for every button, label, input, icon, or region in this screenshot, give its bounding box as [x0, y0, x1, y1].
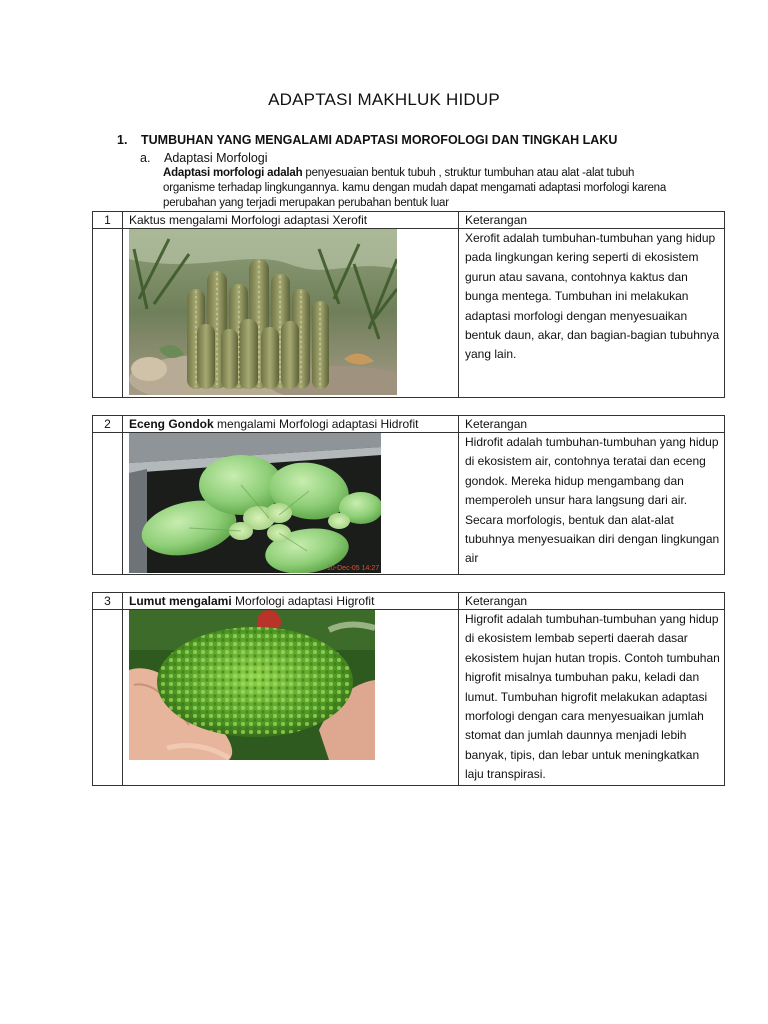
- image-cell: [123, 229, 459, 398]
- entry-number: 2: [93, 416, 123, 433]
- keterangan-header: Keterangan: [459, 593, 725, 610]
- entry-number: 1: [93, 212, 123, 229]
- section-number: 1.: [117, 133, 128, 147]
- entry-description: Xerofit adalah tumbuhan-tumbuhan yang hidup pada lingkungan kering seperti di ekosistem gurun atau savana, contohnya kaktus dan bunga mentega. Tumbuhan ini melakukan adaptasi morfologi dengan menyesuaikan bentuk daun, akar, dan bagian-bagian tubuhnya yang lain.: [459, 229, 725, 398]
- intro-bold-term: Adaptasi morfologi adalah: [163, 167, 303, 179]
- section-heading: [117, 133, 617, 147]
- sub-heading-letter: a.: [140, 151, 151, 165]
- entry-title: [123, 212, 459, 229]
- image-cell: [123, 610, 459, 786]
- entry-number: 3: [93, 593, 123, 610]
- number-spacer: [93, 433, 123, 575]
- moss-in-hands-photo: [129, 610, 375, 760]
- sub-heading-title: Adaptasi Morfologi: [164, 151, 268, 165]
- entry-table-1: [92, 211, 725, 398]
- entry-title-bold: Lumut mengalami: [129, 594, 232, 608]
- number-spacer: [93, 229, 123, 398]
- image-cell: [123, 433, 459, 575]
- entry-table-3: [92, 592, 725, 786]
- entry-title: [123, 416, 459, 433]
- entry-title-bold: Eceng Gondok: [129, 417, 214, 431]
- entry-title: [123, 593, 459, 610]
- sub-heading: [140, 151, 268, 165]
- entry-table-2: [92, 415, 725, 575]
- section-title: TUMBUHAN YANG MENGALAMI ADAPTASI MOROFOLOGI DAN TINGKAH LAKU: [141, 133, 618, 147]
- cactus-photo: [129, 229, 397, 395]
- keterangan-header: Keterangan: [459, 212, 725, 229]
- intro-paragraph: [163, 166, 683, 211]
- photo-timestamp: 10-Dec-05 14:27: [327, 565, 380, 572]
- entry-description: Higrofit adalah tumbuhan-tumbuhan yang hidup di ekosistem lembab seperti daerah dasar ekosistem hujan hutan tropis. Contoh tumbuhan higrofit misalnya tumbuhan paku, keladi dan lumut. Tumbuhan higrofit melakukan adaptasi morfologi dengan cara menyesuaikan jumlah stomat dan jumlah daunnya menjadi lebih banyak, tipis, dan lebar untuk meningkatkan laju transpirasi.: [459, 610, 725, 786]
- entry-title-rest: Kaktus mengalami Morfologi adaptasi Xerofit: [129, 213, 368, 227]
- water-hyacinth-photo: [129, 433, 381, 573]
- entry-description: Hidrofit adalah tumbuhan-tumbuhan yang hidup di ekosistem air, contohnya teratai dan eceng gondok. Mereka hidup mengambang dan memperoleh unsur hara langsung dari air. Secara morfologis, bentuk dan alat-alat tubuhnya menyesuaikan diri dengan lingkungan air: [459, 433, 725, 575]
- intro-text: penyesuaian bentuk tubuh , struktur tumbuhan atau alat -alat tubuh organisme terhadap lingkungannya. kamu dengan mudah dapat mengamati adaptasi morfologi karena perubahan yang terjadi merupakan perubahan bentuk luar: [163, 167, 667, 209]
- keterangan-header: Keterangan: [459, 416, 725, 433]
- entry-title-rest: Morfologi adaptasi Higrofit: [231, 594, 375, 608]
- entry-title-rest: mengalami Morfologi adaptasi Hidrofit: [213, 417, 419, 431]
- page-title: ADAPTASI MAKHLUK HIDUP: [268, 90, 500, 109]
- number-spacer: [93, 610, 123, 786]
